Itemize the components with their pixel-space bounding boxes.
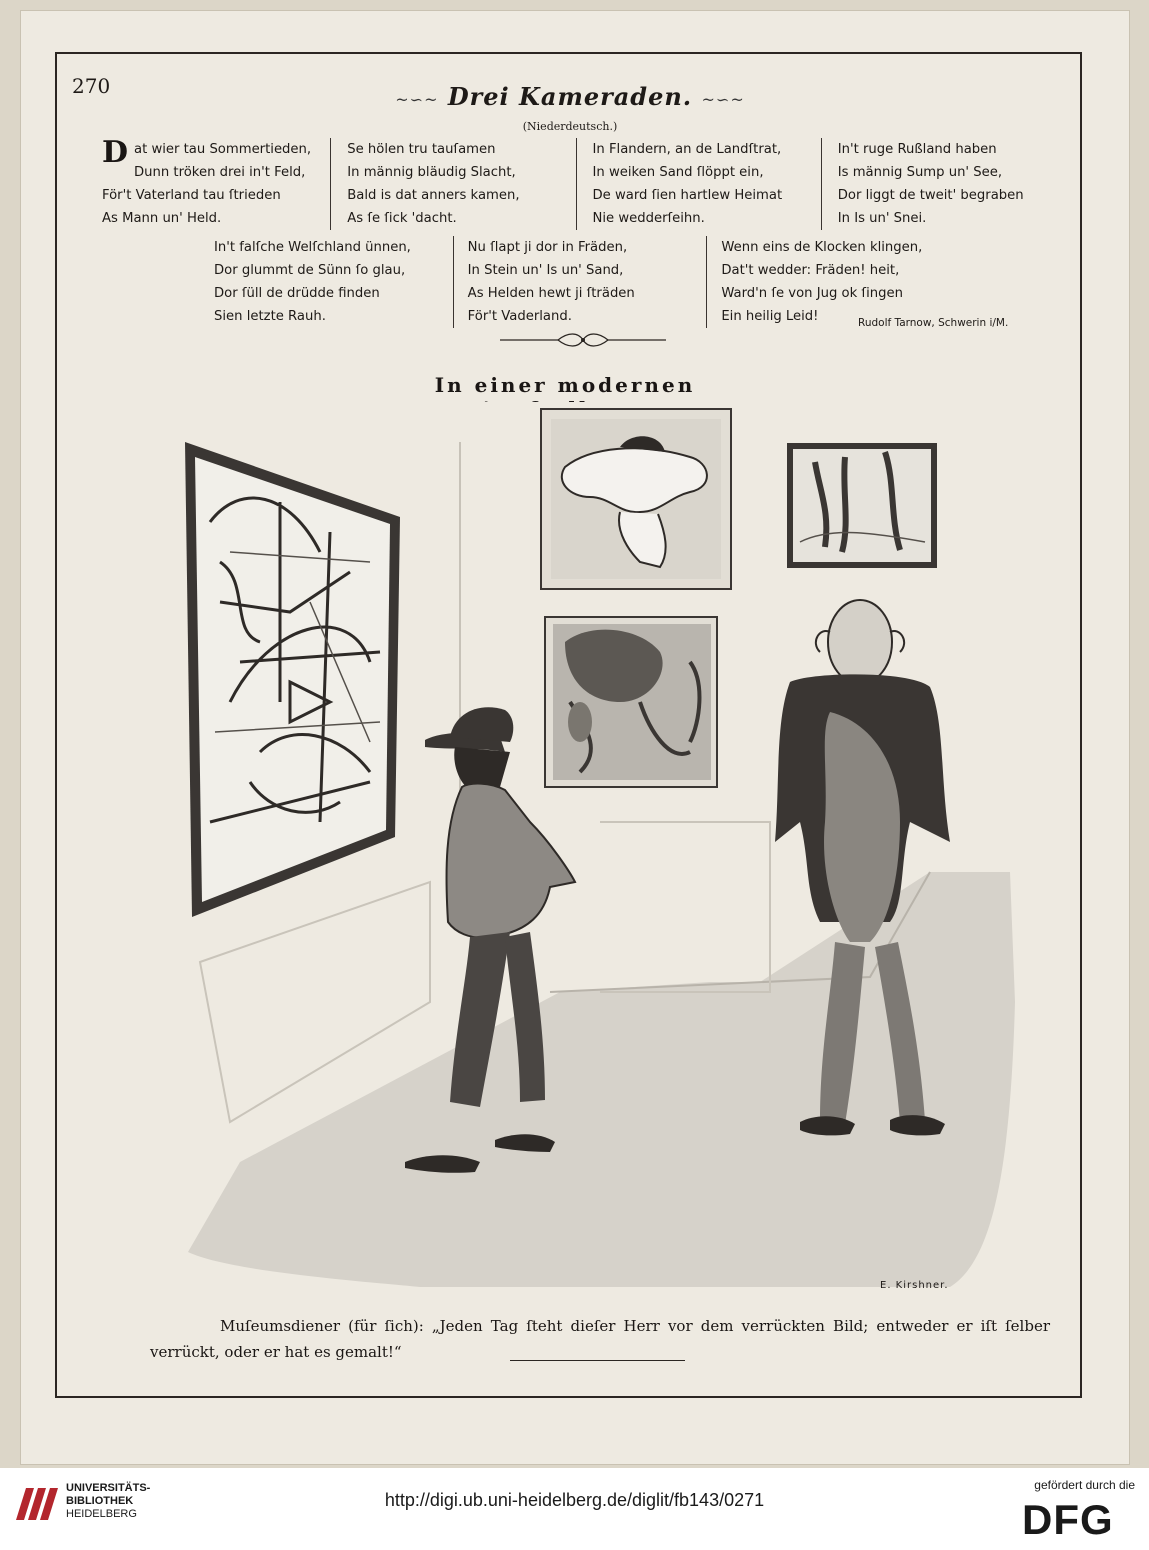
caption-end-rule — [510, 1360, 685, 1361]
stanza-line: De ward ſien hartlew Heimat — [592, 188, 783, 203]
stanza-2 — [330, 138, 575, 230]
poem-stanza-row-1 — [86, 135, 1066, 230]
poem-stanza-row-2 — [200, 236, 960, 328]
stanza-line: Ward'n ſe von Jug ok ſingen — [721, 286, 903, 301]
page-number: 270 — [72, 74, 111, 98]
cartoon-title: In einer modernen — [434, 373, 696, 397]
stanza-line: Is männig Sump un' See, — [837, 165, 1003, 180]
stanza-line: As Helden hewt ji ſträden — [467, 286, 635, 301]
stanza-1 — [86, 135, 330, 230]
stanza-line: Bald is dat anners kamen, — [347, 188, 520, 203]
stanza-6 — [453, 236, 707, 328]
stanza-dropcap: D — [102, 135, 129, 170]
stanza-line: In Is un' Snei. — [837, 211, 927, 226]
stanza-5 — [200, 236, 453, 328]
stanza-line: As ſe ſick 'dacht. — [347, 211, 457, 226]
stanza-line: Se hölen tru tauſamen — [347, 142, 496, 157]
scanned-page — [20, 10, 1130, 1465]
poem-title-text: Drei Kameraden. — [447, 82, 693, 111]
institution-city: HEIDELBERG — [66, 1508, 137, 1520]
stanza-line: Wenn eins de Klocken klingen, — [721, 240, 923, 255]
painting-faces — [545, 617, 717, 787]
cartoon-caption: Muſeumsdiener (für ſich): „Jeden Tag ſteht dieſer Herr vor dem verrückten Bild; entweder er iſt ſelber verrückt, oder er hat es gemalt!“ — [150, 1317, 1050, 1361]
stanza-line: För't Vaderland. — [467, 309, 572, 324]
stanza-line: För't Vaterland tau ſtrieden — [102, 188, 281, 203]
stanza-line: In Flandern, an de Landſtrat, — [592, 142, 782, 157]
stanza-line: In männig bläudig Slacht, — [347, 165, 516, 180]
stanza-line: Dor liggt de tweit' begraben — [837, 188, 1024, 203]
stanza-line: As Mann un' Held. — [102, 211, 222, 226]
stanza-line: In't ruge Rußland haben — [837, 142, 997, 157]
stanza-line: In weiken Sand ſlöppt ein, — [592, 165, 764, 180]
title-ornament-left: ~∽~ — [395, 90, 439, 109]
institution-name-line-2: BIBLIOTHEK — [66, 1495, 134, 1507]
stanza-line: Ein heilig Leid! — [721, 309, 819, 324]
stanza-line: Nie wedderſeihn. — [592, 211, 705, 226]
digitization-footer — [0, 1468, 1149, 1550]
stanza-line: Dat't wedder: Fräden! heit, — [721, 263, 900, 278]
painting-plants — [787, 443, 937, 568]
funding-label: gefördert durch die — [1034, 1478, 1135, 1492]
stanza-line: Dor ſüll de drüdde finden — [214, 286, 380, 301]
stanza-line: at wier tau Sommertieden, — [134, 142, 312, 157]
stanza-7 — [706, 236, 960, 328]
stanza-line: Nu ſlapt ji dor in Fräden, — [467, 240, 628, 255]
exhibition-illustration — [170, 402, 1015, 1292]
modern-painting-large — [185, 442, 400, 917]
painting-mask-figure — [541, 409, 731, 589]
stanza-line: Dunn tröken drei in't Feld, — [134, 165, 306, 180]
stanza-4 — [821, 138, 1066, 230]
permalink-url[interactable]: http://digi.ub.uni-heidelberg.de/diglit/fb143/0271 — [384, 1490, 765, 1510]
stanza-line: Dor glummt de Sünn ſo glau, — [214, 263, 406, 278]
stanza-line: Sien letzte Rauh. — [214, 309, 326, 324]
poem-subtitle: (Niederdeutsch.) — [522, 120, 618, 133]
artist-signature: E. Kirshner. — [880, 1280, 949, 1291]
ornamental-divider — [498, 332, 668, 348]
title-ornament-right: ~∽~ — [701, 90, 745, 109]
institution-name-line-1: UNIVERSITÄTS- — [66, 1482, 151, 1494]
dfg-logo: DFG — [1022, 1496, 1114, 1543]
stanza-3 — [576, 138, 821, 230]
poem-title — [395, 82, 745, 111]
stanza-line: In't falſche Welſchland ünnen, — [214, 240, 411, 255]
stanza-line: In Stein un' Is un' Sand, — [467, 263, 624, 278]
poem-author: Rudolf Tarnow, Schwerin i/M. — [858, 317, 1009, 329]
